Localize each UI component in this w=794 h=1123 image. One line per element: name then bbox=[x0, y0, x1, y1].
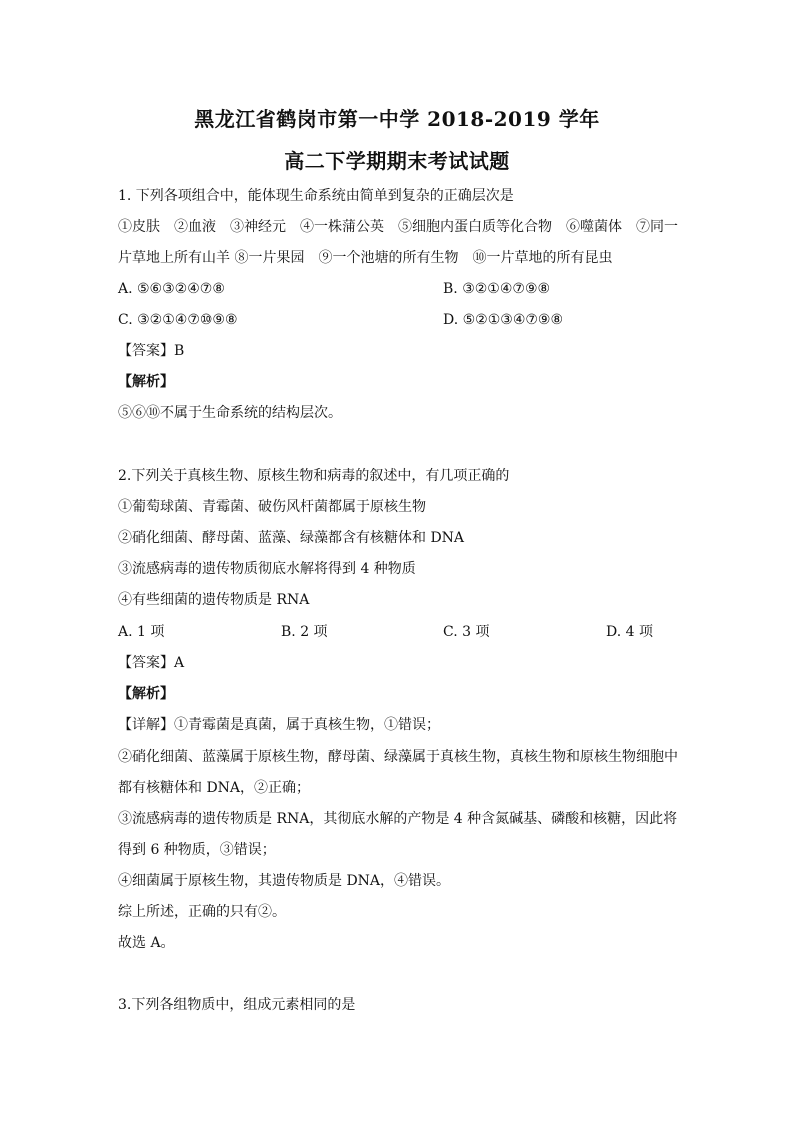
q2-statement-2: ②硝化细菌、酵母菌、蓝藻、绿藻都含有核糖体和 DNA bbox=[118, 530, 465, 546]
q1-analysis: ⑤⑥⑩不属于生命系统的结构层次。 bbox=[118, 405, 342, 421]
q2-statement-1: ①葡萄球菌、青霉菌、破伤风杆菌都属于原核生物 bbox=[118, 499, 426, 515]
q2-statement-3: ③流感病毒的遗传物质彻底水解将得到 4 种物质 bbox=[118, 561, 416, 577]
q2-statement-4: ④有些细菌的遗传物质是 RNA bbox=[118, 592, 310, 608]
q2-option-d: D. 4 项 bbox=[606, 624, 653, 640]
q2-summary: 综上所述，正确的只有②。 bbox=[118, 904, 286, 920]
q2-detail-1: 【详解】①青霉菌是真菌，属于真核生物，①错误； bbox=[118, 717, 440, 733]
q1-option-c: C. ③②①④⑦⑩⑨⑧ bbox=[118, 312, 238, 328]
q2-stem: 2.下列关于真核生物、原核生物和病毒的叙述中，有几项正确的 bbox=[118, 468, 510, 484]
q2-detail-2: ②硝化细菌、蓝藻属于原核生物，酵母菌、绿藻属于真核生物，真核生物和原核生物细胞中 bbox=[118, 749, 678, 765]
q2-detail-5: 得到 6 种物质，③错误； bbox=[118, 842, 276, 858]
q2-detail-6: ④细菌属于原核生物，其遗传物质是 DNA，④错误。 bbox=[118, 873, 451, 889]
q3-stem: 3.下列各组物质中，组成元素相同的是 bbox=[118, 997, 356, 1013]
title-line-2: 高二下学期期末考试试题 bbox=[284, 149, 510, 173]
q1-answer: 【答案】B bbox=[118, 343, 185, 359]
q2-conclusion: 故选 A。 bbox=[118, 935, 175, 951]
q1-option-a: A. ⑤⑥③②④⑦⑧ bbox=[118, 281, 225, 297]
q1-option-b: B. ③②①④⑦⑨⑧ bbox=[443, 281, 551, 297]
q1-analysis-label: 【解析】 bbox=[118, 374, 174, 390]
q2-analysis-label: 【解析】 bbox=[118, 686, 174, 702]
q1-option-d: D. ⑤②①③④⑦⑨⑧ bbox=[443, 312, 564, 328]
q1-items-line-2: 片草地上所有山羊 ⑧一片果园 ⑨一个池塘的所有生物 ⑩一片草地的所有昆虫 bbox=[118, 250, 613, 266]
q1-items-line-1: ①皮肤 ②血液 ③神经元 ④一株蒲公英 ⑤细胞内蛋白质等化合物 ⑥噬菌体 ⑦同一 bbox=[118, 219, 678, 235]
q1-stem: 1. 下列各项组合中，能体现生命系统由简单到复杂的正确层次是 bbox=[118, 188, 514, 204]
q2-option-a: A. 1 项 bbox=[118, 624, 165, 640]
q2-detail-3: 都有核糖体和 DNA，②正确； bbox=[118, 780, 311, 796]
q2-answer: 【答案】A bbox=[118, 655, 185, 671]
q2-option-c: C. 3 项 bbox=[443, 624, 490, 640]
q2-option-b: B. 2 项 bbox=[281, 624, 328, 640]
title-line-1: 黑龙江省鹤岗市第一中学 2018-2019 学年 bbox=[194, 107, 600, 131]
q2-detail-4: ③流感病毒的遗传物质是 RNA，其彻底水解的产物是 4 种含氮碱基、磷酸和核糖，因此将 bbox=[118, 811, 678, 827]
